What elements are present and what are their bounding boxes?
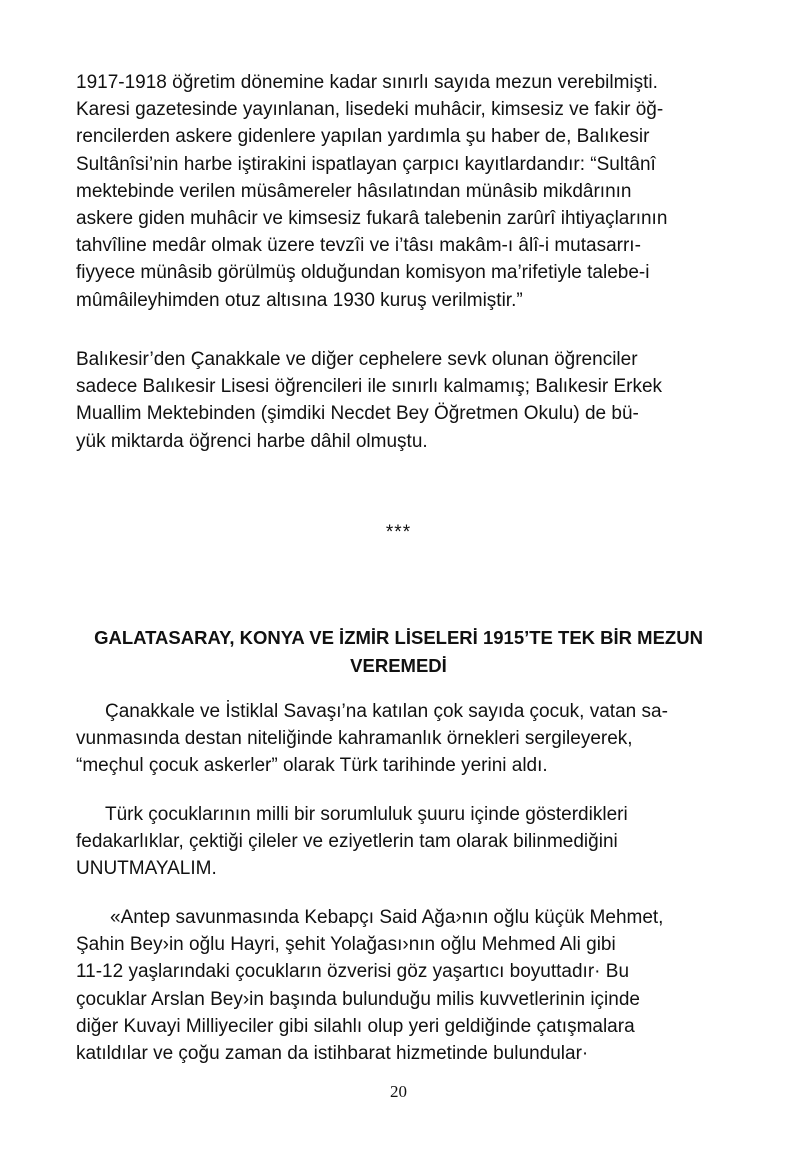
text-line: Çanakkale ve İstiklal Savaşı’na katılan çok sayıda çocuk, vatan sa-	[105, 701, 668, 722]
text-line: fiyyece münâsib görülmüş olduğundan komisyon ma’rifetiyle talebe-i	[76, 262, 650, 284]
heading-line: VEREMEDİ	[350, 655, 447, 676]
paragraph-3	[76, 698, 668, 780]
text-line: Şahin Bey›in oğlu Hayri, şehit Yolağası›nın oğlu Mehmed Ali gibi	[76, 934, 616, 956]
text-line: yük miktarda öğrenci harbe dâhil olmuştu.	[76, 430, 428, 452]
text-line: Muallim Mektebinden (şimdiki Necdet Bey Öğretmen Okulu) de bü-	[76, 403, 639, 425]
text-line: “meçhul çocuk askerler” olarak Türk tarihinde yerini aldı.	[76, 755, 548, 777]
text-line: diğer Kuvayi Milliyeciler gibi silahlı olup yeri geldiğinde çatışmalara	[76, 1015, 635, 1037]
paragraph-2	[76, 346, 662, 455]
text-line: 11-12 yaşlarındaki çocukların özverisi göz yaşartıcı boyuttadır· Bu	[76, 961, 630, 983]
text-line: askere giden muhâcir ve kimsesiz fukarâ talebenin zarûrî ihtiyaçlarının	[76, 208, 668, 230]
text-line: «Antep savunmasında Kebapçı Said Ağa›nın oğlu küçük Mehmet,	[110, 907, 664, 928]
text-line: fedakarlıklar, çektiği çileler ve eziyetlerin tam olarak bilinmediğini	[76, 831, 618, 853]
text-line: mûmâileyhimden otuz altısına 1930 kuruş verilmiştir.”	[76, 289, 523, 311]
text-line: rencilerden askere gidenlere yapılan yardımla şu haber de, Balıkesir	[76, 126, 650, 148]
page-number: 20	[390, 1082, 407, 1101]
section-separator: ***	[385, 522, 412, 543]
text-line: çocuklar Arslan Bey›in başında bulunduğu milis kuvvetlerinin içinde	[76, 988, 640, 1010]
text-line: Sultânîsi’nin harbe iştirakini ispatlayan çarpıcı kayıtlardandır: “Sultânî	[76, 153, 656, 175]
section-heading	[40, 624, 757, 680]
text-line: Türk çocuklarının milli bir sorumluluk şuuru içinde gösterdikleri	[105, 804, 628, 825]
text-line: Karesi gazetesinde yayınlanan, lisedeki muhâcir, kimsesiz ve fakir öğ-	[76, 99, 664, 121]
text-line: sadece Balıkesir Lisesi öğrencileri ile sınırlı kalmamış; Balıkesir Erkek	[76, 376, 663, 398]
text-line: mektebinde verilen müsâmereler hâsılatından münâsib mikdârının	[76, 180, 632, 202]
paragraph-5	[76, 904, 663, 1067]
text-line: Balıkesir’den Çanakkale ve diğer cephelere sevk olunan öğrenciler	[76, 349, 638, 370]
text-line: vunmasında destan niteliğinde kahramanlık örnekleri sergileyerek,	[76, 728, 633, 750]
paragraph-4	[76, 801, 628, 883]
text-line: tahvîline medâr olmak üzere tevzîi ve i’tâsı makâm-ı âlî-i mutasarrı-	[76, 235, 641, 257]
heading-line: GALATASARAY, KONYA VE İZMİR LİSELERİ 1915’TE TEK BİR MEZUN	[94, 627, 703, 648]
text-line: katıldılar ve çoğu zaman da istihbarat hizmetinde bulundular·	[76, 1043, 589, 1065]
text-line: 1917-1918 öğretim dönemine kadar sınırlı sayıda mezun verebilmişti.	[76, 72, 658, 93]
paragraph-1	[76, 69, 667, 314]
text-line: UNUTMAYALIM.	[76, 858, 217, 880]
